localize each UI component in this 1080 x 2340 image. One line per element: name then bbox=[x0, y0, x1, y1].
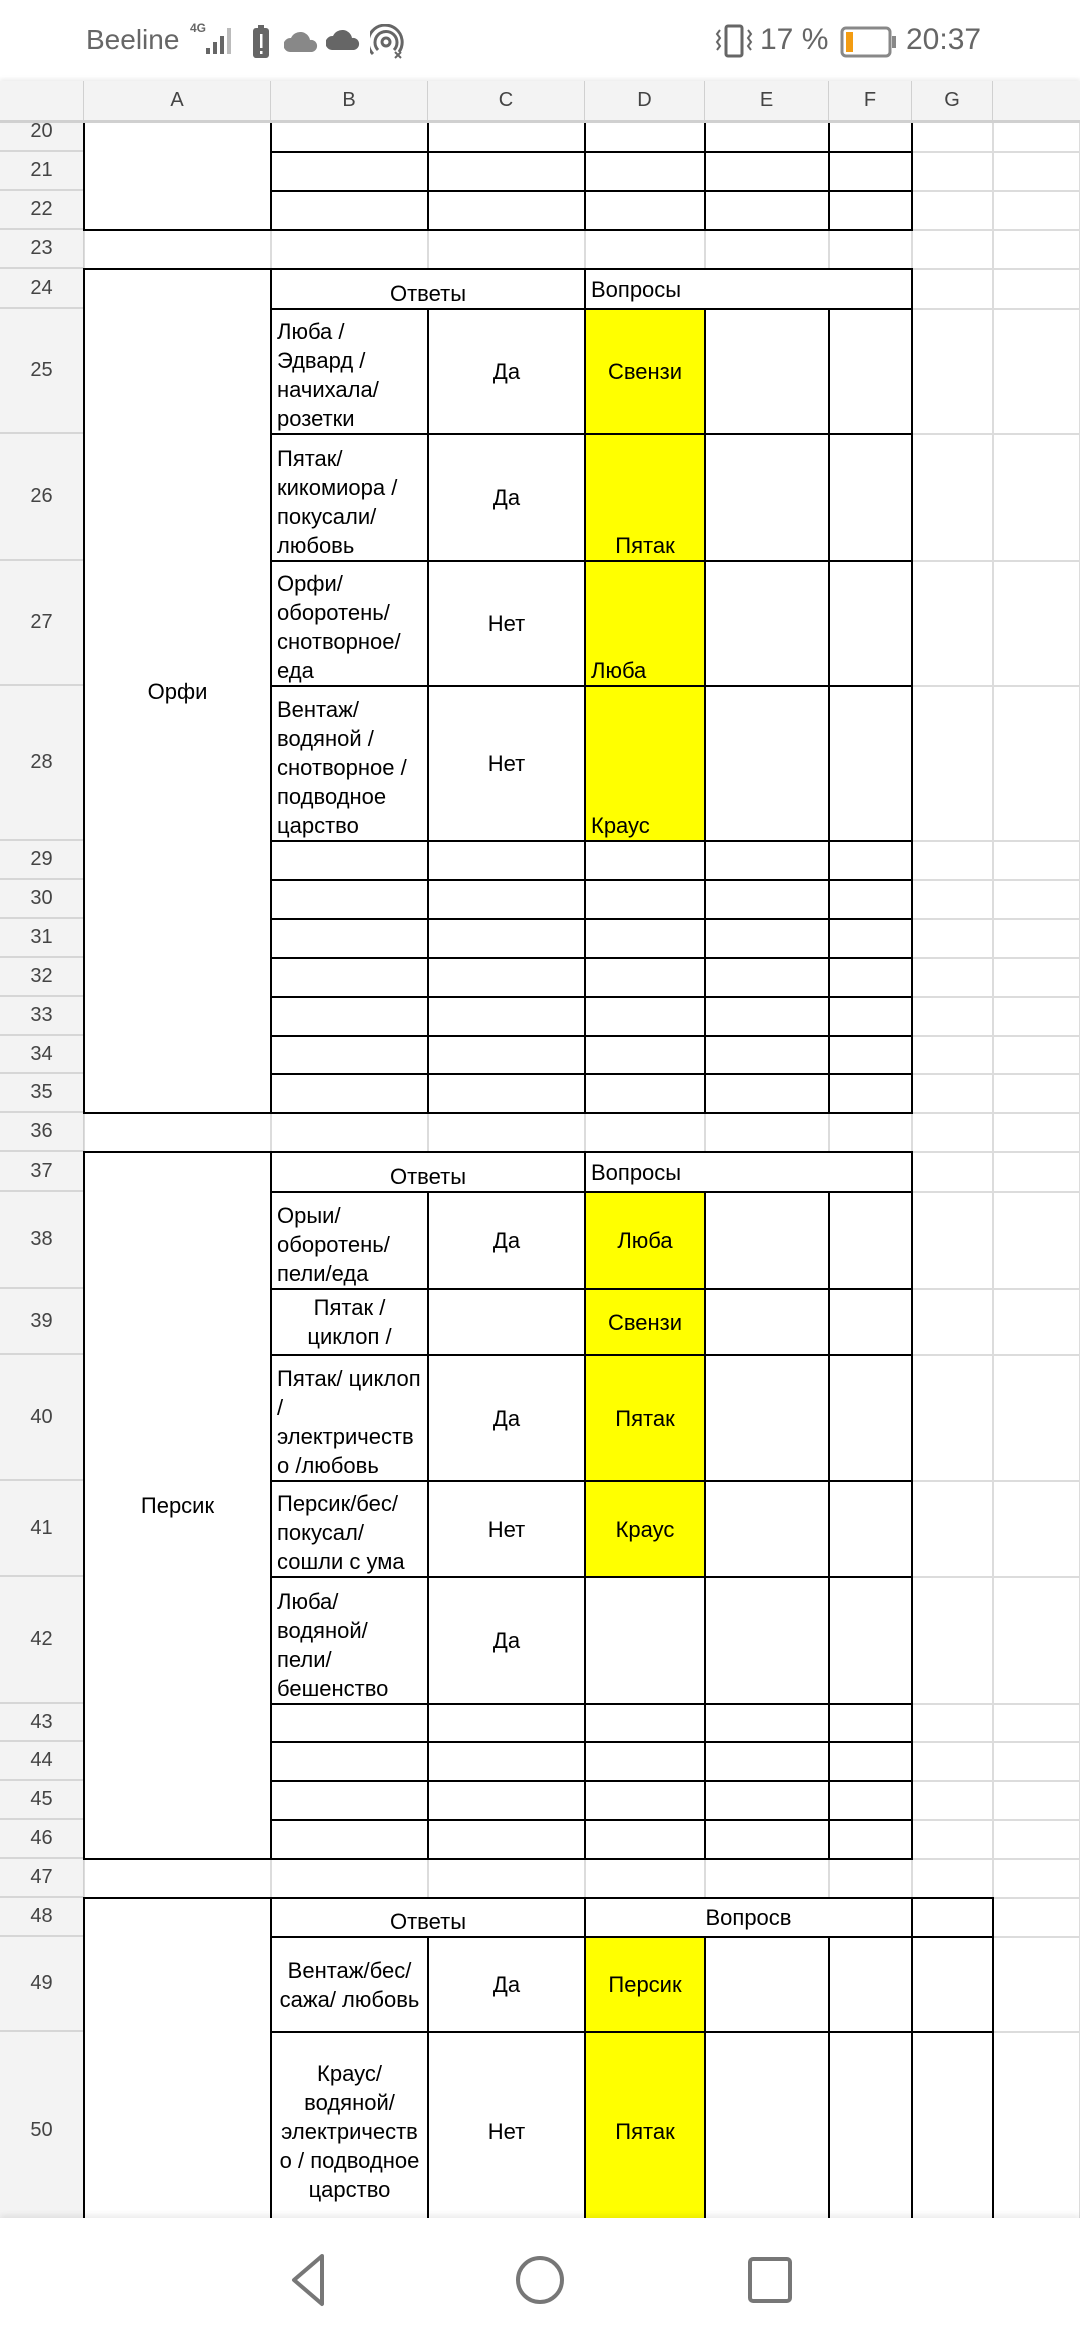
answers-cell[interactable] bbox=[270, 433, 429, 562]
answers-header-cell-text: Ответы bbox=[389, 1909, 467, 1934]
status-bar bbox=[0, 0, 1080, 80]
row-header-37[interactable]: 37 bbox=[0, 1152, 84, 1192]
empty-cell[interactable] bbox=[270, 879, 429, 920]
result-cell[interactable] bbox=[427, 1354, 586, 1482]
answers-cell[interactable] bbox=[270, 1576, 429, 1705]
question-cell-text: Люба bbox=[591, 658, 647, 683]
group-name-cell-text: Персик bbox=[140, 1493, 215, 1518]
question-cell-text: Персик bbox=[608, 1972, 682, 1997]
empty-cell[interactable] bbox=[270, 996, 429, 1037]
column-header-bar bbox=[0, 81, 1080, 123]
empty-cell[interactable] bbox=[704, 879, 830, 920]
row-header-21[interactable]: 21 bbox=[0, 152, 84, 191]
empty-cell[interactable] bbox=[828, 957, 913, 998]
empty-cell[interactable] bbox=[584, 1741, 706, 1782]
row-header-34[interactable]: 34 bbox=[0, 1036, 84, 1074]
result-cell-text: Да bbox=[492, 1405, 521, 1431]
empty-cell[interactable] bbox=[584, 1035, 706, 1075]
empty-cell[interactable] bbox=[704, 1576, 830, 1705]
row-header-27[interactable]: 27 bbox=[0, 561, 84, 686]
answers-cell-text: Пятак / циклоп / bbox=[307, 1295, 392, 1349]
empty-cell[interactable] bbox=[828, 918, 913, 959]
row-header-35[interactable]: 35 bbox=[0, 1074, 84, 1113]
empty-cell[interactable] bbox=[704, 560, 830, 687]
result-cell[interactable] bbox=[427, 685, 586, 842]
result-cell[interactable] bbox=[427, 1576, 586, 1705]
empty-cell[interactable] bbox=[427, 123, 586, 153]
back-icon[interactable] bbox=[272, 2248, 342, 2312]
empty-cell[interactable] bbox=[828, 1073, 913, 1114]
answers-cell[interactable] bbox=[270, 685, 429, 842]
empty-cell[interactable] bbox=[584, 879, 706, 920]
empty-cell[interactable] bbox=[584, 1780, 706, 1821]
question-cell-text: Краус bbox=[591, 813, 650, 838]
question-cell-text: Краус bbox=[615, 1516, 675, 1542]
empty-cell[interactable] bbox=[427, 957, 586, 998]
questions-header-cell-text: Вопросы bbox=[591, 276, 682, 302]
questions-header-cell-text: Вопросы bbox=[591, 1159, 682, 1185]
empty-cell[interactable] bbox=[828, 1741, 913, 1782]
answers-cell[interactable] bbox=[270, 2031, 429, 2218]
column-header-D[interactable]: D bbox=[585, 81, 705, 120]
questions-header-cell[interactable] bbox=[584, 1151, 913, 1193]
empty-cell[interactable] bbox=[270, 1035, 429, 1075]
battery-percent: 17 % bbox=[760, 23, 829, 56]
answers-cell[interactable] bbox=[270, 1354, 429, 1482]
merged-cell-a[interactable] bbox=[83, 123, 272, 231]
answers-header-cell-text: Ответы bbox=[389, 1164, 467, 1189]
column-header-C[interactable]: C bbox=[428, 81, 585, 120]
empty-cell[interactable] bbox=[270, 840, 429, 881]
carrier-label: Beeline bbox=[86, 24, 180, 55]
row-header-45[interactable]: 45 bbox=[0, 1781, 84, 1820]
column-header-B[interactable]: B bbox=[271, 81, 428, 120]
empty-cell[interactable] bbox=[584, 840, 706, 881]
question-cell[interactable] bbox=[584, 1576, 706, 1705]
answers-header-cell[interactable] bbox=[270, 1897, 586, 1938]
row-header-22[interactable]: 22 bbox=[0, 191, 84, 230]
answers-cell[interactable] bbox=[270, 1191, 429, 1290]
question-cell[interactable] bbox=[584, 1191, 706, 1290]
answers-cell-text: Вентаж/ водяной / снотворное / подводное царство bbox=[277, 697, 407, 838]
empty-cell[interactable] bbox=[270, 1703, 429, 1743]
question-cell[interactable] bbox=[584, 433, 706, 562]
row-header-23[interactable]: 23 bbox=[0, 230, 84, 269]
answers-cell-text: Пятак/ циклоп / электричество /любовь bbox=[277, 1366, 421, 1478]
empty-cell[interactable] bbox=[427, 1073, 586, 1114]
result-cell[interactable] bbox=[427, 1288, 586, 1356]
empty-cell[interactable] bbox=[704, 1354, 830, 1482]
empty-cell[interactable] bbox=[270, 190, 429, 231]
question-cell-text: Пятак bbox=[615, 2118, 675, 2144]
result-cell[interactable] bbox=[427, 1480, 586, 1578]
empty-cell[interactable] bbox=[828, 1191, 913, 1290]
row-header-38[interactable]: 38 bbox=[0, 1192, 84, 1289]
questions-header-cell-text: Вопросв bbox=[705, 1905, 792, 1930]
empty-cell[interactable] bbox=[584, 123, 706, 153]
cloud-icon bbox=[326, 28, 360, 54]
column-header-E[interactable]: E bbox=[705, 81, 829, 120]
answers-cell-text: Орфи/ оборотень/ снотворное/ еда bbox=[277, 571, 401, 683]
empty-cell[interactable] bbox=[828, 308, 913, 435]
question-cell[interactable] bbox=[584, 1936, 706, 2033]
hotspot-off-icon bbox=[370, 24, 404, 60]
empty-cell[interactable] bbox=[584, 190, 706, 231]
empty-cell[interactable] bbox=[828, 1780, 913, 1821]
empty-cell[interactable] bbox=[427, 1780, 586, 1821]
row-header-44[interactable]: 44 bbox=[0, 1742, 84, 1781]
empty-cell[interactable] bbox=[704, 1936, 830, 2033]
answers-cell-text: Вентаж/бес/ сажа/ любовь bbox=[279, 1957, 420, 2012]
empty-cell[interactable] bbox=[828, 1936, 913, 2033]
result-cell[interactable] bbox=[427, 1191, 586, 1290]
row-header-30[interactable]: 30 bbox=[0, 880, 84, 919]
result-cell-text: Да bbox=[492, 485, 521, 510]
empty-cell[interactable] bbox=[704, 1780, 830, 1821]
row-header-29[interactable]: 29 bbox=[0, 841, 84, 880]
empty-cell[interactable] bbox=[828, 1703, 913, 1743]
answers-cell[interactable] bbox=[270, 1936, 429, 2033]
question-cell-text: Люба bbox=[617, 1228, 673, 1253]
result-cell[interactable] bbox=[427, 560, 586, 687]
empty-cell[interactable] bbox=[828, 996, 913, 1037]
empty-cell[interactable] bbox=[704, 1703, 830, 1743]
answers-cell-text: Люба / Эдвард / начихала/ розетки bbox=[277, 319, 379, 431]
empty-cell[interactable] bbox=[704, 190, 830, 231]
empty-cell[interactable] bbox=[704, 1819, 830, 1860]
empty-cell[interactable] bbox=[270, 123, 429, 153]
empty-cell[interactable] bbox=[427, 151, 586, 192]
empty-cell[interactable] bbox=[828, 1576, 913, 1705]
result-cell-text: Да bbox=[492, 1228, 521, 1253]
question-cell-text: Пятак bbox=[615, 533, 675, 558]
empty-cell[interactable] bbox=[828, 2031, 913, 2218]
row-header-43[interactable]: 43 bbox=[0, 1704, 84, 1742]
empty-cell[interactable] bbox=[584, 957, 706, 998]
row-header-24[interactable]: 24 bbox=[0, 269, 84, 309]
column-header-A[interactable]: A bbox=[84, 81, 271, 120]
empty-cell[interactable] bbox=[427, 1819, 586, 1860]
empty-cell[interactable] bbox=[911, 1936, 994, 2033]
empty-cell[interactable] bbox=[911, 1897, 994, 1938]
group-name-cell[interactable] bbox=[83, 268, 272, 1114]
result-cell[interactable] bbox=[427, 433, 586, 562]
group-name-cell[interactable] bbox=[83, 1897, 272, 2218]
question-cell[interactable] bbox=[584, 2031, 706, 2218]
question-cell[interactable] bbox=[584, 560, 706, 687]
result-cell[interactable] bbox=[427, 1936, 586, 2033]
empty-cell[interactable] bbox=[704, 957, 830, 998]
row-header-36[interactable]: 36 bbox=[0, 1113, 84, 1152]
group-name-cell[interactable] bbox=[83, 1151, 272, 1860]
empty-cell[interactable] bbox=[704, 1191, 830, 1290]
empty-cell[interactable] bbox=[828, 151, 913, 192]
empty-cell[interactable] bbox=[270, 151, 429, 192]
question-cell[interactable] bbox=[584, 685, 706, 842]
empty-cell[interactable] bbox=[828, 879, 913, 920]
empty-cell[interactable] bbox=[704, 1073, 830, 1114]
row-header-39[interactable]: 39 bbox=[0, 1289, 84, 1355]
row-header-49[interactable]: 49 bbox=[0, 1937, 84, 2032]
empty-cell[interactable] bbox=[270, 957, 429, 998]
empty-cell[interactable] bbox=[828, 433, 913, 562]
answers-cell-text: Краус/ водяной/ электричество / подводное царство bbox=[279, 2060, 420, 2202]
empty-cell[interactable] bbox=[270, 1741, 429, 1782]
empty-cell[interactable] bbox=[270, 1073, 429, 1114]
empty-cell[interactable] bbox=[270, 1819, 429, 1860]
question-cell[interactable] bbox=[584, 1354, 706, 1482]
empty-cell[interactable] bbox=[584, 1703, 706, 1743]
spreadsheet-grid[interactable] bbox=[0, 123, 1080, 2218]
empty-cell[interactable] bbox=[427, 879, 586, 920]
empty-cell[interactable] bbox=[584, 151, 706, 192]
empty-cell[interactable] bbox=[704, 433, 830, 562]
empty-cell[interactable] bbox=[270, 1780, 429, 1821]
vibrate-icon bbox=[714, 22, 754, 62]
empty-cell[interactable] bbox=[828, 190, 913, 231]
row-header-28[interactable]: 28 bbox=[0, 686, 84, 841]
question-cell[interactable] bbox=[584, 308, 706, 435]
question-cell[interactable] bbox=[584, 1288, 706, 1356]
result-cell-text: Да bbox=[492, 1628, 521, 1653]
answers-cell[interactable] bbox=[270, 560, 429, 687]
empty-cell[interactable] bbox=[828, 560, 913, 687]
empty-cell[interactable] bbox=[584, 996, 706, 1037]
row-header-25[interactable]: 25 bbox=[0, 309, 84, 434]
group-name-cell-text: Орфи bbox=[147, 678, 208, 704]
recents-icon[interactable] bbox=[735, 2248, 805, 2312]
empty-cell[interactable] bbox=[828, 1035, 913, 1075]
empty-cell[interactable] bbox=[427, 1035, 586, 1075]
empty-cell[interactable] bbox=[828, 1354, 913, 1482]
column-header-G[interactable]: G bbox=[912, 81, 993, 120]
empty-cell[interactable] bbox=[704, 308, 830, 435]
empty-cell[interactable] bbox=[704, 1480, 830, 1578]
answers-cell[interactable] bbox=[270, 1288, 429, 1356]
clock: 20:37 bbox=[906, 23, 982, 56]
question-cell-text: Свензи bbox=[607, 1309, 683, 1335]
empty-cell[interactable] bbox=[828, 685, 913, 842]
network-type: 4G bbox=[190, 21, 207, 35]
question-cell-text: Свензи bbox=[607, 359, 683, 384]
empty-cell[interactable] bbox=[584, 1073, 706, 1114]
empty-cell[interactable] bbox=[427, 190, 586, 231]
empty-cell[interactable] bbox=[828, 840, 913, 881]
result-cell-text: Нет bbox=[487, 611, 526, 636]
empty-cell[interactable] bbox=[584, 918, 706, 959]
empty-cell[interactable] bbox=[427, 1741, 586, 1782]
answers-cell-text: Люба/ водяной/ пели/ бешенство bbox=[277, 1589, 389, 1701]
questions-header-cell[interactable] bbox=[584, 268, 913, 310]
answers-cell-text: Пятак/ кикомиора / покусали/ любовь bbox=[277, 446, 398, 558]
empty-cell[interactable] bbox=[704, 1035, 830, 1075]
answers-cell[interactable] bbox=[270, 1480, 429, 1578]
row-header-41[interactable]: 41 bbox=[0, 1481, 84, 1577]
empty-cell[interactable] bbox=[911, 2031, 994, 2218]
row-header-33[interactable]: 33 bbox=[0, 997, 84, 1036]
empty-cell[interactable] bbox=[704, 1288, 830, 1356]
row-header-26[interactable]: 26 bbox=[0, 434, 84, 561]
answers-cell[interactable] bbox=[270, 308, 429, 435]
row-header-32[interactable]: 32 bbox=[0, 958, 84, 997]
empty-cell[interactable] bbox=[828, 123, 913, 153]
row-header-40[interactable]: 40 bbox=[0, 1355, 84, 1481]
empty-cell[interactable] bbox=[427, 1703, 586, 1743]
empty-cell[interactable] bbox=[427, 918, 586, 959]
empty-cell[interactable] bbox=[427, 996, 586, 1037]
answers-header-cell[interactable] bbox=[270, 1151, 586, 1193]
column-header-F[interactable]: F bbox=[829, 81, 912, 120]
battery-alert-icon bbox=[252, 24, 270, 60]
empty-cell[interactable] bbox=[704, 1741, 830, 1782]
empty-cell[interactable] bbox=[704, 996, 830, 1037]
question-cell[interactable] bbox=[584, 1480, 706, 1578]
row-header-48[interactable]: 48 bbox=[0, 1898, 84, 1937]
row-header-50[interactable]: 50 bbox=[0, 2032, 84, 2218]
select-all-corner[interactable] bbox=[0, 81, 84, 120]
home-icon[interactable] bbox=[505, 2248, 575, 2312]
signal-icon bbox=[204, 24, 240, 56]
empty-cell[interactable] bbox=[828, 1819, 913, 1860]
battery-icon bbox=[840, 26, 898, 58]
questions-header-cell[interactable] bbox=[584, 1897, 913, 1938]
row-header-20[interactable]: 20 bbox=[0, 123, 84, 152]
answers-cell-text: Орыи/ оборотень/ пели/еда bbox=[277, 1203, 390, 1286]
result-cell[interactable] bbox=[427, 308, 586, 435]
empty-cell[interactable] bbox=[828, 1480, 913, 1578]
navigation-bar bbox=[0, 2218, 1080, 2340]
answers-header-cell[interactable] bbox=[270, 268, 586, 310]
empty-cell[interactable] bbox=[704, 123, 830, 153]
result-cell-text: Нет bbox=[487, 751, 526, 776]
row-header-42[interactable]: 42 bbox=[0, 1577, 84, 1704]
empty-cell[interactable] bbox=[270, 918, 429, 959]
empty-cell[interactable] bbox=[584, 1819, 706, 1860]
empty-cell[interactable] bbox=[828, 1288, 913, 1356]
result-cell-text: Да bbox=[492, 1972, 521, 1997]
question-cell-text: Пятак bbox=[615, 1405, 675, 1431]
empty-cell[interactable] bbox=[704, 151, 830, 192]
result-cell[interactable] bbox=[427, 2031, 586, 2218]
result-cell-text: Нет bbox=[487, 2118, 526, 2144]
row-header-46[interactable]: 46 bbox=[0, 1820, 84, 1859]
empty-cell[interactable] bbox=[704, 918, 830, 959]
row-header-47[interactable]: 47 bbox=[0, 1859, 84, 1898]
empty-cell[interactable] bbox=[427, 840, 586, 881]
row-header-31[interactable]: 31 bbox=[0, 919, 84, 958]
result-cell-text: Нет bbox=[487, 1516, 526, 1542]
empty-cell[interactable] bbox=[704, 840, 830, 881]
result-cell-text: Да bbox=[492, 359, 521, 384]
empty-cell[interactable] bbox=[704, 685, 830, 842]
answers-header-cell-text: Ответы bbox=[389, 281, 467, 306]
empty-cell[interactable] bbox=[704, 2031, 830, 2218]
answers-cell-text: Персик/бес/ покусал/ сошли с ума bbox=[277, 1491, 405, 1574]
cloud-icon bbox=[284, 28, 318, 54]
